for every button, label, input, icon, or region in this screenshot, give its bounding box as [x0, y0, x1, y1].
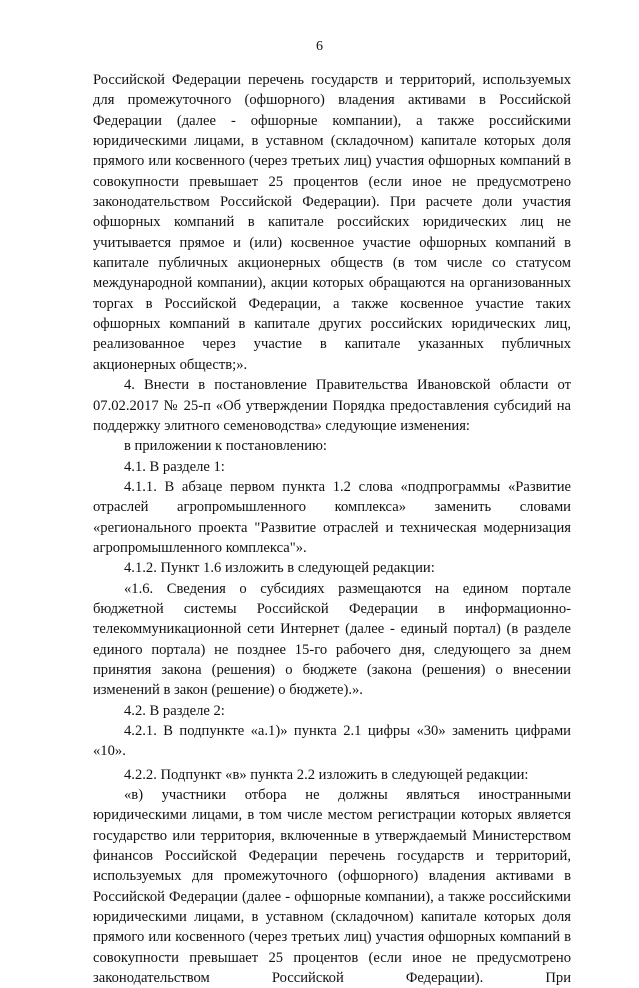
paragraph-subitem-v-text: «в) участники отбора не должны являться иностранными юридическими лицами, в том числе местом регистрации которых является государство или территория, включенные в утверждаемый Министерством финансов Российской Федерации перечень государств и территорий, используемых для промежуточного (офшорного) владения активами в Российской Федерации (далее - офшорные компании), а также российскими юридическими лицами, в уставном (складочном) капитале которых доля прямого или косвенного (через третьих лиц) участия офшорных компаний в совокупности превышает 25 процентов (если иное не предусмотрено законодательством Российской Федерации). При — [93, 787, 571, 987]
paragraph-appendix-intro: в приложении к постановлению: — [124, 438, 327, 455]
paragraph-item-4-1: 4.1. В разделе 1: — [124, 458, 225, 475]
document-body — [93, 70, 571, 988]
paragraph-item-4-1-1: 4.1.1. В абзаце первом пункта 1.2 слова «подпрограммы «Развитие отраслей агропромышленного комплекса» заменить словами «регионального проекта "Развитие отраслей и техническая модернизация агропромышленного комплекса"». — [93, 478, 571, 556]
paragraph-item-1-6-text: «1.6. Сведения о субсидиях размещаются на едином портале бюджетной системы Российской Федерации в информационно-телекоммуникационной сети Интернет (далее - единый портал) (в разделе единого портала) не позднее 15-го рабочего дня, следующего за днем принятия закона (решения) о бюджете (закона (решения) о внесении изменений в закон (решение) о бюджете).». — [93, 580, 571, 699]
paragraph-item-4: 4. Внести в постановление Правительства Ивановской области от 07.02.2017 № 25-п «Об утверждении Порядка предоставления субсидий на поддержку элитного семеноводства» следующие изменения: — [93, 377, 571, 434]
paragraph-offshore-continuation: Российской Федерации перечень государств и территорий, используемых для промежуточного (офшорного) владения активами в Российской Федерации (далее - офшорные компании), а также российскими юридическими лицами, в уставном (складочном) капитале которых доля прямого или косвенного (через третьих лиц) участия офшорных компаний в совокупности превышает 25 процентов (если иное не предусмотрено законодательством Российской Федерации). При расчете доли участия офшорных компаний в капитале российских юридических лиц не учитывается прямое и (или) косвенное участие офшорных компаний в капитале публичных акционерных обществ (в том числе со статусом международной компании), акции которых обращаются на организованных торгах в Российской Федерации, а также косвенное участие таких офшорных компаний в капитале других российских юридических лиц, реализованное через участие в капитале указанных публичных акционерных обществ;». — [93, 72, 571, 373]
paragraph-item-4-2-1: 4.2.1. В подпункте «а.1)» пункта 2.1 цифры «30» заменить цифрами «10». — [93, 723, 571, 760]
paragraph-item-4-2-2: 4.2.2. Подпункт «в» пункта 2.2 изложить в следующей редакции: — [124, 766, 529, 783]
paragraph-item-4-2: 4.2. В разделе 2: — [124, 702, 225, 719]
paragraph-item-4-1-2: 4.1.2. Пункт 1.6 изложить в следующей редакции: — [124, 560, 435, 577]
page-number: 6 — [316, 39, 323, 54]
